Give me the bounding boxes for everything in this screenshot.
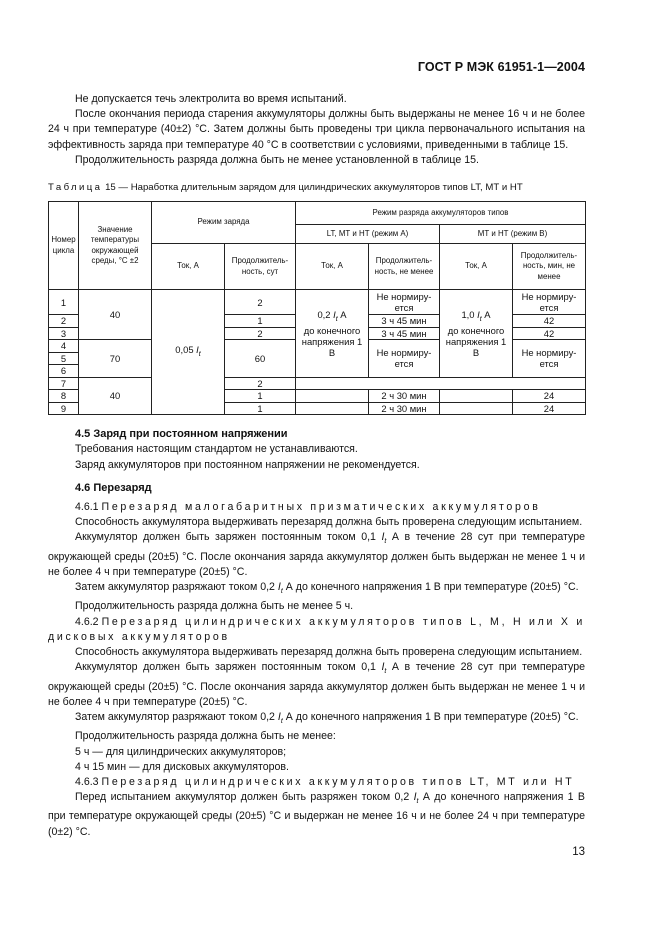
current-subscript: t [416,798,419,806]
text-part: А в течение 28 сут при температуре окружающей среды (20±5) °С. После окончания заряда аккумулятор должен быть выдержан не менее 1 ч и не более 4 ч при температуре (20±5) °С. [48,531,585,578]
subsection-title: Перезаряд малогабаритных призматических аккумуляторов [101,501,541,514]
cell-mode-a-duration: 3 ч 45 мин [369,315,440,328]
page-number: 13 [572,846,585,858]
cell-mode-b-duration: 42 [513,327,586,340]
list-item: 5 ч — для цилиндрических аккумуляторов; [75,745,287,758]
cell-mode-a-duration: 3 ч 45 мин [369,327,440,340]
cell-cycle: 7 [49,377,79,390]
cell-cycle: 6 [49,365,79,378]
discharge-table [48,201,586,415]
paragraph: Продолжительность разряда должна быть не менее 5 ч. [75,600,354,613]
cell-charge-duration: 1 [225,402,296,415]
cell-cycle: 8 [49,390,79,403]
current-symbol: I [277,711,281,723]
current-subscript: t [479,315,482,323]
current-subscript: t [198,351,201,359]
current-subscript: t [280,718,283,726]
subsection-number: 4.6.3 [75,775,99,788]
coef: 0,2 [317,309,331,321]
coef: 0,05 [175,344,194,356]
current-symbol: I [477,309,480,321]
paragraph: Продолжительность разряда должна быть не менее: [75,730,336,743]
cell-charge-duration: 2 [225,290,296,315]
cell-mode-b-duration: 24 [513,390,586,403]
cell-mode-b-current [440,290,513,378]
cell-cycle: 2 [49,315,79,328]
paragraph [48,530,585,580]
cell-rest: до конечного напряжения 1 В [301,324,363,358]
paragraph: Не допускается течь электролита во время испытаний. [75,93,347,105]
cell-cycle: 9 [49,402,79,415]
header-charge-duration: Продолжитель-ность, сут [225,244,296,290]
current-symbol: I [381,531,385,544]
header-mode-a-duration: Продолжитель-ность, не менее [369,244,440,290]
header-mode-b-current: Ток, А [440,244,513,290]
cell-mode-a-current [296,290,369,378]
cell-blank [296,390,369,403]
cell-blank [440,377,586,390]
unit: А [340,309,347,321]
cell-charge-current [152,290,225,415]
current-symbol: I [381,661,385,674]
text-part: А до конечного напряжения 1 В при температуре (20±5) °С. [285,711,579,723]
cell-rest: до конечного напряжения 1 В [445,324,507,358]
header-discharge-mode: Режим разряда аккумуляторов типов [296,202,586,225]
header-mode-a: LT, МТ и НТ (режим А) [296,225,440,244]
current-symbol: I [333,309,336,321]
subsection-title: Перезаряд цилиндрических аккумуляторов типов LT, МТ или НТ [101,775,575,788]
text-part: Затем аккумулятор разряжают током 0,2 [75,711,275,723]
cell-charge-duration: 2 [225,327,296,340]
text-part: Аккумулятор должен быть заряжен постоянным током 0,1 [75,661,376,674]
paragraph: Заряд аккумуляторов при постоянном напряжении не рекомендуется. [75,458,420,471]
current-subscript: t [384,538,387,546]
paragraph: Продолжительность разряда должна быть не менее установленной в таблице 15. [75,153,479,166]
cell-temperature: 40 [79,290,152,340]
text-part: Аккумулятор должен быть заряжен постоянным током 0,1 [75,531,376,544]
list-item: 4 ч 15 мин — для дисковых аккумуляторов. [75,760,289,773]
current-subscript: t [384,668,387,676]
cell-mode-b-duration: 24 [513,402,586,415]
cell-mode-b-duration: 42 [513,315,586,328]
current-symbol: I [277,581,281,594]
cell-temperature: 70 [79,340,152,378]
paragraph [48,580,585,599]
paragraph: Способность аккумулятора выдерживать перезаряд должна быть проверена следующим испытанием. [75,646,583,659]
header-mode-b-duration: Продолжитель-ность, мин, не менее [513,244,586,290]
page-content [48,92,585,840]
table-caption [48,180,585,195]
cell-charge-duration: 2 [225,377,296,390]
header-mode-b: МТ и НТ (режим В) [440,225,586,244]
current-subscript: t [280,588,283,596]
cell-blank [440,402,513,415]
unit: А [484,309,491,321]
cell-mode-a-duration: Не нормиру-ется [369,340,440,378]
text-part: Перед испытанием аккумулятор должен быть разряжен током 0,2 [75,791,410,804]
paragraph: Требования настоящим стандартом не устанавливаются. [75,443,358,456]
table-caption-label: Таблица [48,182,103,194]
cell-blank [440,390,513,403]
paragraph [48,790,585,840]
paragraph [48,660,585,710]
text-part: А до конечного напряжения 1 В при температуре окружающей среды (20±5) °С и выдержан не менее 16 ч и не более 24 ч при температуре (0±2) °С. [48,791,585,838]
cell-blank [296,402,369,415]
subsection-number: 4.6.2 [75,615,99,628]
cell-cycle: 3 [49,327,79,340]
text-part: Затем аккумулятор разряжают током 0,2 [75,581,275,594]
cell-cycle: 4 [49,340,79,353]
document-id-header: ГОСТ Р МЭК 61951-1—2004 [417,60,585,74]
current-symbol: I [196,344,199,356]
header-cycle: Номер цикла [49,202,79,290]
header-temperature: Значение температуры окружающей среды, °С ±2 [79,202,152,290]
cell-blank [296,377,440,390]
paragraph [48,710,585,729]
cell-mode-a-duration: 2 ч 30 мин [369,390,440,403]
cell-mode-b-duration: Не нормиру-ется [513,340,586,378]
header-charge-mode: Режим заряда [152,202,296,244]
header-mode-a-current: Ток, А [296,244,369,290]
section-title: 4.5 Заряд при постоянном напряжении [75,428,288,441]
cell-mode-a-duration: Не нормиру-ется [369,290,440,315]
cell-cycle: 5 [49,352,79,365]
cell-charge-duration: 1 [225,390,296,403]
subsection-number: 4.6.1 [75,501,99,514]
section-title: 4.6 Перезаряд [75,481,152,494]
subsection-heading [48,615,585,645]
subsection-heading [48,775,585,790]
text-part: А в течение 28 сут при температуре окружающей среды (20±5) °С. После окончания заряда аккумулятор должен быть выдержан не менее 1 ч и не более 4 ч при температуре (20±5) °С. [48,661,585,708]
table-caption-text: 15 — Наработка длительным зарядом для цилиндрических аккумуляторов типов LT, МТ и НТ [105,182,523,194]
subsection-heading [48,500,585,515]
cell-temperature: 40 [79,377,152,415]
current-symbol: I [413,791,417,804]
cell-mode-b-duration: Не нормиру-ется [513,290,586,315]
subsection-title: Перезаряд цилиндрических аккумуляторов типов L, М, Н или Х и дисковых аккумуляторов [48,615,585,643]
cell-mode-a-duration: 2 ч 30 мин [369,402,440,415]
cell-charge-duration: 1 [225,315,296,328]
paragraph: Способность аккумулятора выдерживать перезаряд должна быть проверена следующим испытанием. [75,516,583,529]
header-charge-current: Ток, А [152,244,225,290]
cell-charge-duration: 60 [225,340,296,378]
text-part: А до конечного напряжения 1 В при температуре (20±5) °С. [285,581,579,594]
coef: 1,0 [461,309,475,321]
cell-cycle: 1 [49,290,79,315]
paragraph: После окончания периода старения аккумуляторы должны быть выдержаны не менее 16 ч и не более 24 ч при температуре (40±2) °С. Затем должны быть проведены три цикла первоначального испытания на эффективность заряда при температуре 40 °С в соответствии с условиями, приведенными в таблице 15. [48,108,585,151]
current-subscript: t [335,315,338,323]
